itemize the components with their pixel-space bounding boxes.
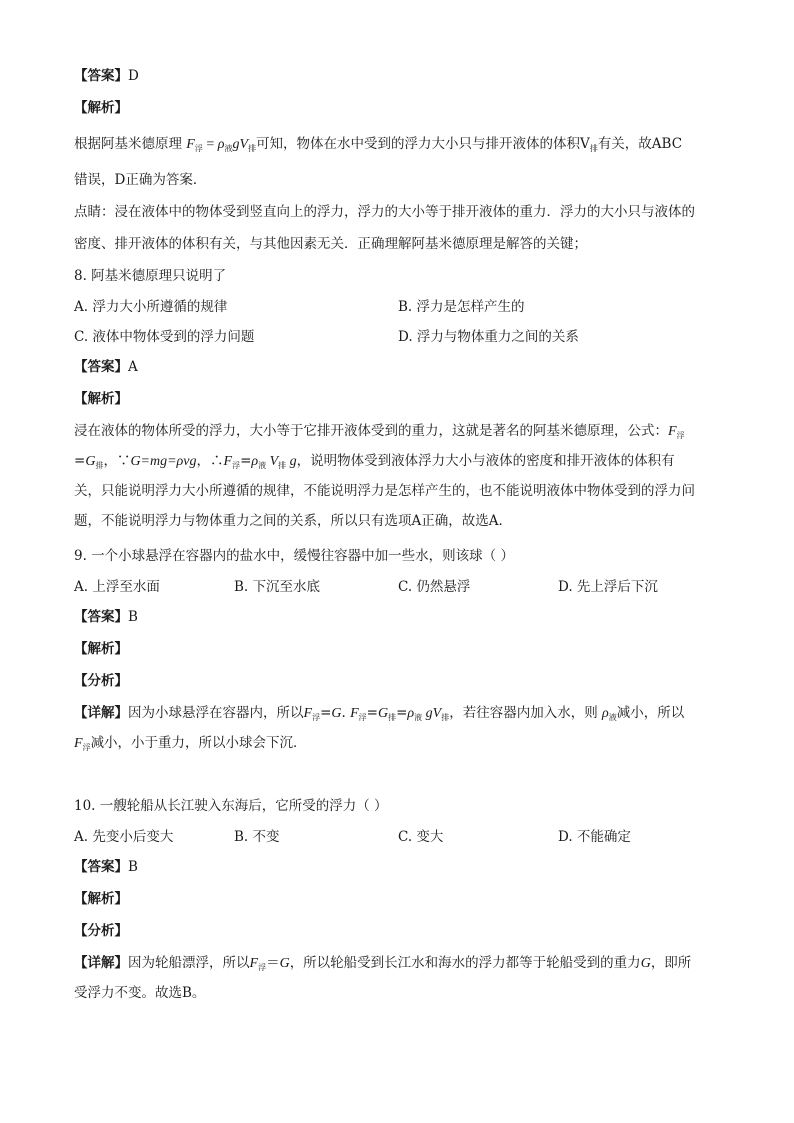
q8-analysis-line-2: $=G_排$，∵G=mg=ρvg，$\therefore F_浮=\rho_液$ $V_排$ g，说明物体受到液体浮力大小与液体的密度和排开液体的体积有 [74,453,675,470]
q7-note-line-2: 密度、排开液体的体积有关，与其他因素无关．正确理解阿基米德原理是解答的关键； [74,236,587,252]
q10-stem: 10. 一艘轮船从长江驶入东海后，它所受的浮力（ ） [74,798,388,814]
analysis-tag: 【解析】 [74,100,128,116]
q9-option-a: A. 上浮至水面 [74,579,160,595]
answer-value: A [128,359,138,375]
q10-option-b: B. 不变 [234,829,280,845]
q9-analysis-tag [74,639,724,659]
detail-tag: 【详解】 [74,955,128,971]
q7-analysis-line-1: 根据阿基米德原理 $F_浮 = \rho_液gV_排$可知，物体在水中受到的浮力大小只与排开液体的体积$V_排$有关，故ABC [74,136,683,153]
q8-option-c: C. 液体中物体受到的浮力问题 [74,329,255,345]
q8-option-a: A. 浮力大小所遵循的规律 [74,299,228,315]
formula-archimedes: $F_浮 = \rho_液gV_排$ [186,137,257,153]
q10-fenxi-tag [74,921,724,941]
q8-option-d: D. 浮力与物体重力之间的关系 [398,329,579,345]
fenxi-tag: 【分析】 [74,923,128,939]
q8-stem: 8. 阿基米德原理只说明了 [74,268,227,284]
q8-analysis-line-4: 题，不能说明浮力与物体重力之间的关系，所以只有选项A正确，故选A． [74,513,512,529]
analysis-tag: 【解析】 [74,891,128,907]
q7-answer [74,66,724,86]
q7-note-line-1: 点睛：浸在液体中的物体受到竖直向上的浮力，浮力的大小等于排开液体的重力．浮力的大小只与液体的 [74,204,695,220]
answer-value: B [128,609,138,625]
q9-stem: 9. 一个小球悬浮在容器内的盐水中，缓慢往容器中加一些水，则该球（ ） [74,548,514,564]
q9-option-d: D. 先上浮后下沉 [558,579,658,595]
q9-answer [74,607,724,627]
q8-option-b: B. 浮力是怎样产生的 [398,299,525,315]
q10-option-d: D. 不能确定 [558,829,631,845]
q8-analysis-line-3: 关，只能说明浮力大小所遵循的规律，不能说明浮力是怎样产生的，也不能说明液体中物体受到的浮力问 [74,483,695,499]
q10-answer [74,857,724,877]
answer-tag: 【答案】 [74,68,128,84]
q8-answer [74,357,724,377]
answer-value: D [128,68,139,84]
answer-tag: 【答案】 [74,359,128,375]
fenxi-tag: 【分析】 [74,673,128,689]
q10-detail-line-2: 受浮力不变。故选B。 [74,985,206,1001]
q7-analysis-line-2: 错误，D正确为答案． [74,172,207,188]
answer-value: B [128,859,138,875]
q10-option-a: A. 先变小后变大 [74,829,174,845]
q9-option-b: B. 下沉至水底 [234,579,321,595]
q10-detail-line-1: 【详解】因为轮船漂浮，所以$F_浮=G$，所以轮船受到长江水和海水的浮力都等于轮船受到的重力G，即所 [74,955,692,972]
answer-tag: 【答案】 [74,859,128,875]
detail-tag: 【详解】 [74,705,128,721]
q8-analysis-line-1: 浸在液体的物体所受的浮力，大小等于它排开液体受到的重力，这就是著名的阿基米德原理，公式：$F_浮$ [74,423,685,440]
q9-fenxi-tag [74,671,724,691]
q7-analysis-tag [74,98,724,118]
q9-detail-line-2: $F_浮$减小，小于重力，所以小球会下沉． [74,735,307,752]
q9-detail-line-1: 【详解】因为小球悬浮在容器内，所以$F_浮=G$. $F_浮=G_排=\rho_液$ $gV_排$，若往容器内加入水，则 $\rho_液$减小，所以 [74,705,685,722]
analysis-tag: 【解析】 [74,641,128,657]
q10-option-c: C. 变大 [398,829,444,845]
answer-tag: 【答案】 [74,609,128,625]
q10-analysis-tag [74,889,724,909]
q9-option-c: C. 仍然悬浮 [398,579,471,595]
analysis-tag: 【解析】 [74,391,128,407]
q8-analysis-tag [74,389,724,409]
